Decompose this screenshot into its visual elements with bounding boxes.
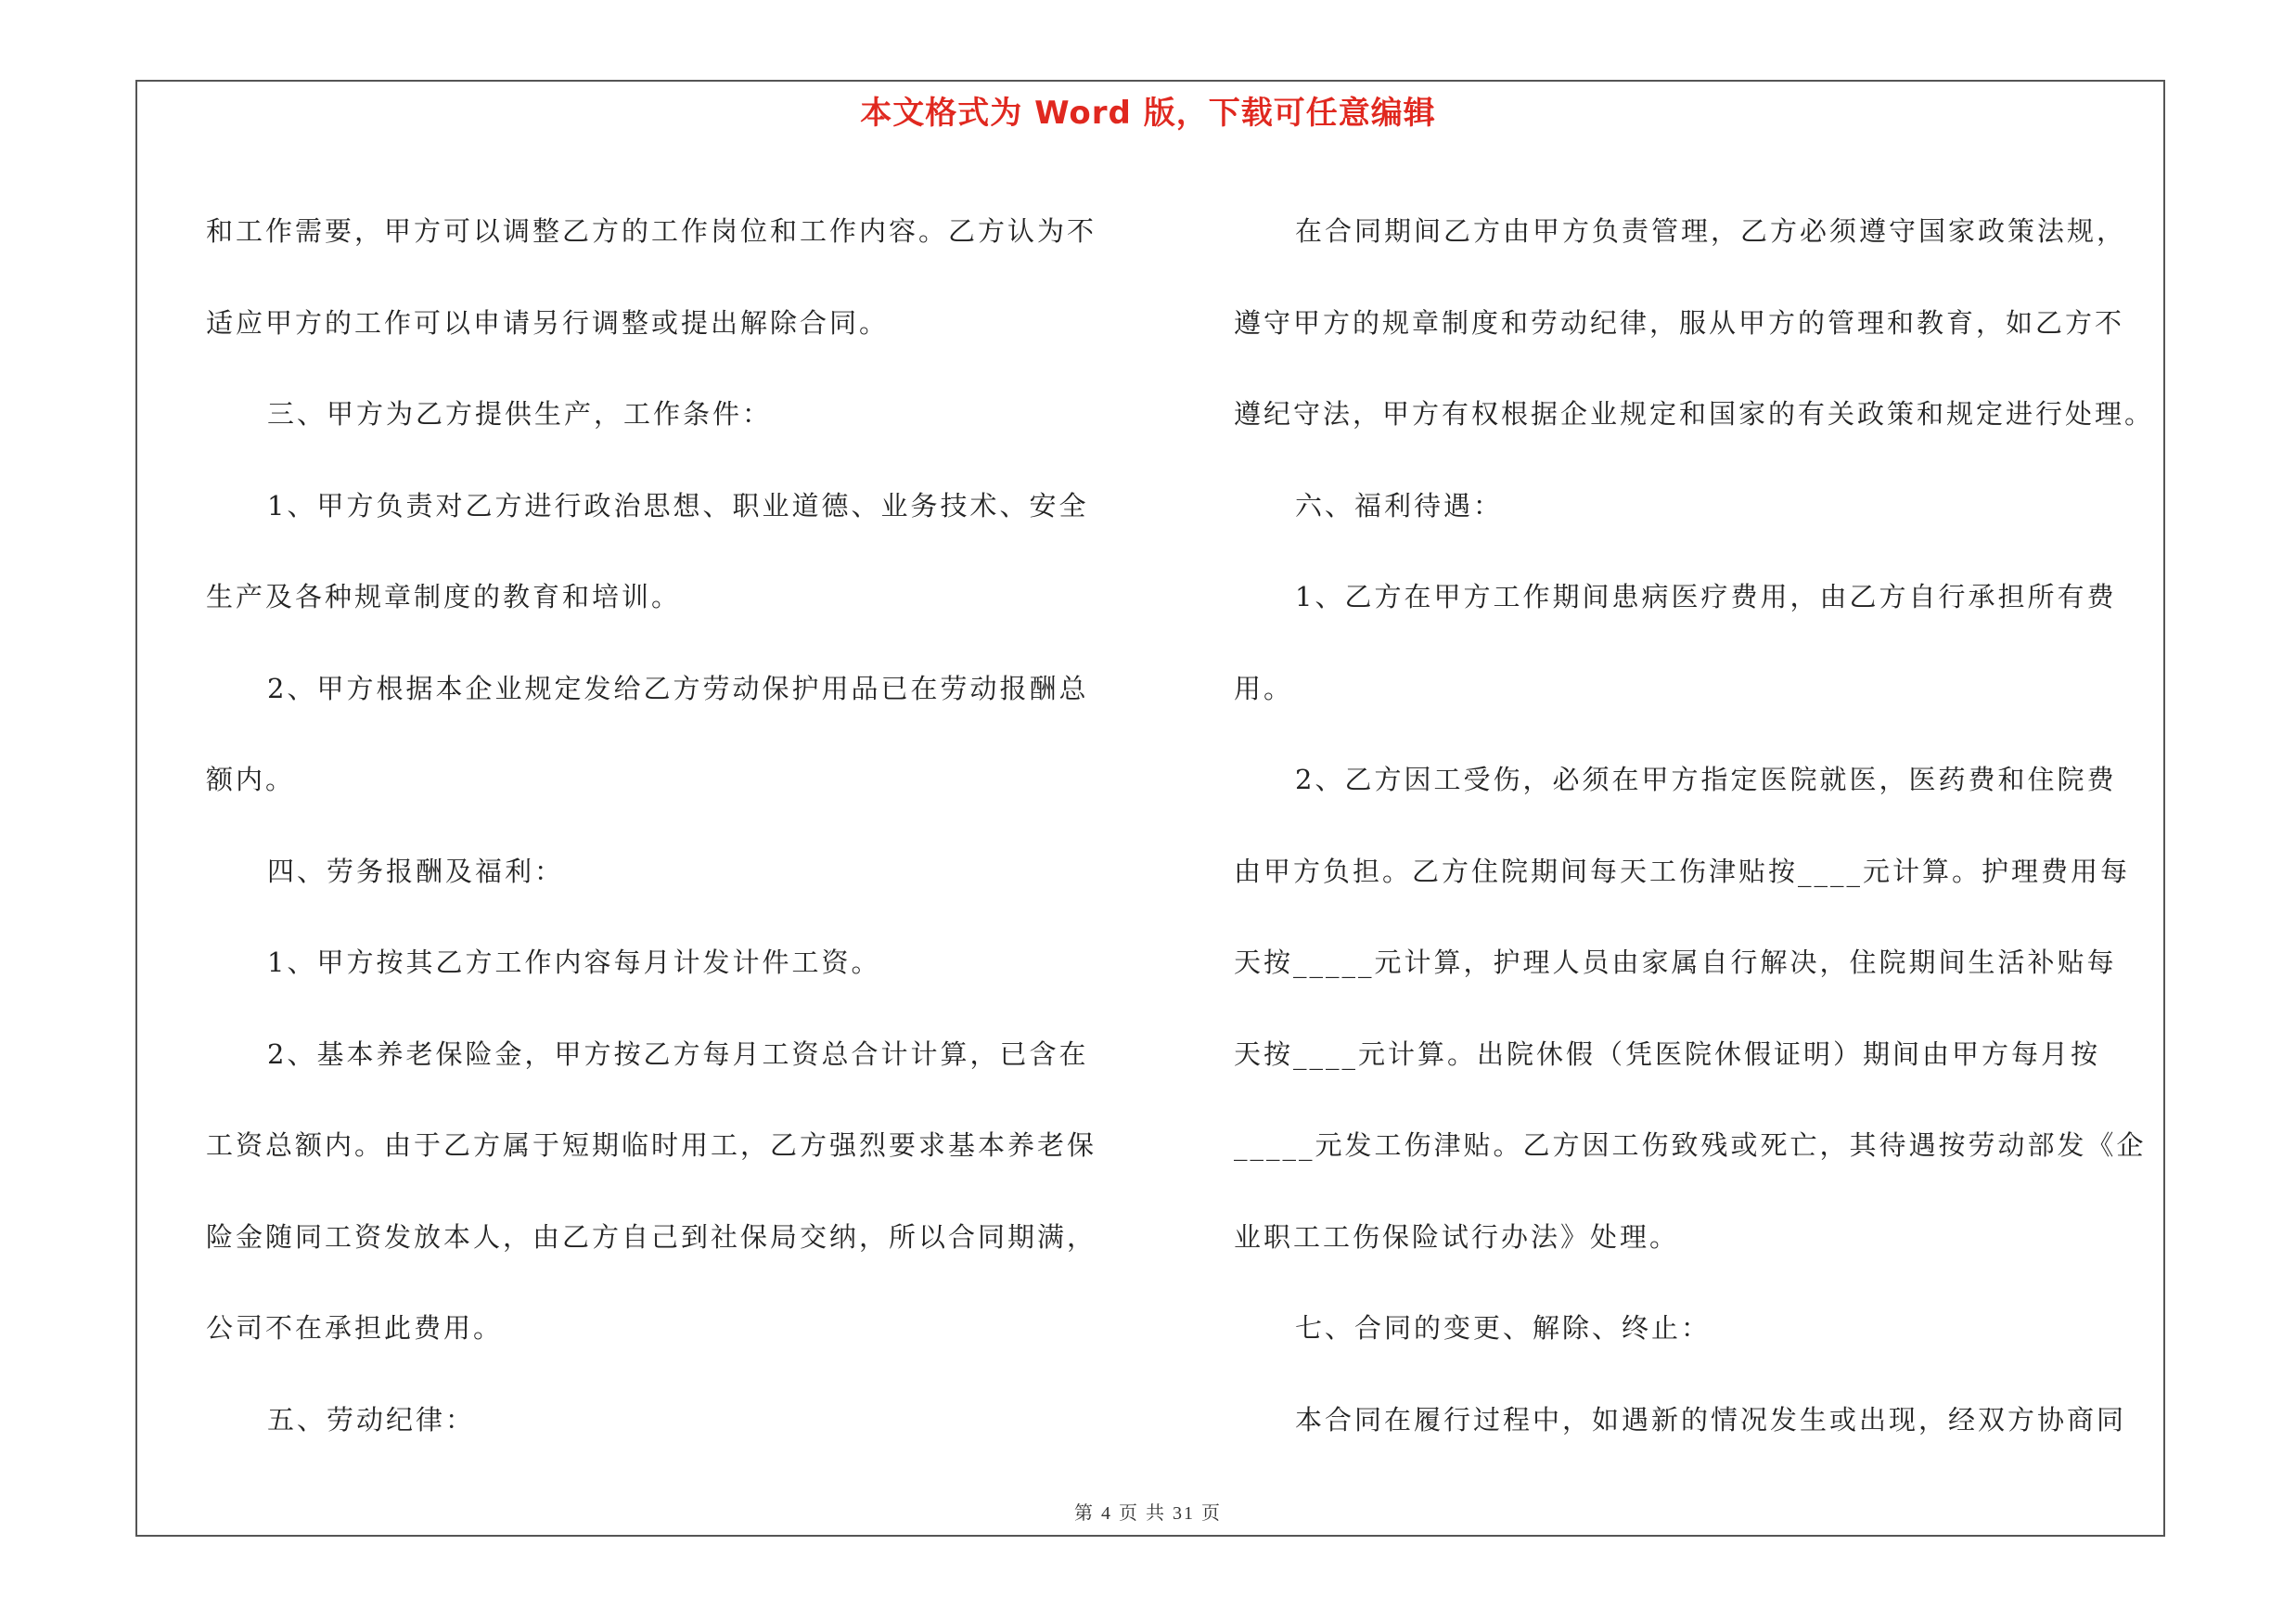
text-line: _____元发工伤津贴。乙方因工伤致残或死亡，其待遇按劳动部发《企 [1234, 1129, 2147, 1161]
right-text-column [1234, 186, 2189, 1465]
text-line: 三、甲方为乙方提供生产，工作条件： [267, 398, 773, 430]
text-line: 和工作需要，甲方可以调整乙方的工作岗位和工作内容。乙方认为不 [206, 215, 1097, 247]
text-line: 2、甲方根据本企业规定发给乙方劳动保护用品已在劳动报酬总 [267, 672, 1089, 704]
text-line: 在合同期间乙方由甲方负责管理，乙方必须遵守国家政策法规， [1295, 215, 2127, 247]
word-format-banner: 本文格式为 Word 版，下载可任意编辑 [860, 95, 1436, 132]
text-line: 天按_____元计算，护理人员由家属自行解决，住院期间生活补贴每 [1234, 947, 2117, 978]
text-line: 由甲方负担。乙方住院期间每天工伤津贴按____元计算。护理费用每 [1234, 855, 2131, 887]
page-number-footer: 第 4 页 共 31 页 [1074, 1503, 1222, 1524]
text-line: 七、合同的变更、解除、终止： [1295, 1312, 1712, 1344]
text-line: 适应甲方的工作可以申请另行调整或提出解除合同。 [206, 306, 890, 339]
text-line: 额内。 [206, 764, 296, 795]
text-line: 五、劳动纪律： [267, 1403, 476, 1436]
text-line: 险金随同工资发放本人，由乙方自己到社保局交纳，所以合同期满， [206, 1220, 1097, 1253]
text-line: 天按____元计算。出院休假（凭医院休假证明）期间由甲方每月按 [1234, 1037, 2101, 1070]
left-text-column [206, 186, 1152, 1465]
text-line: 工资总额内。由于乙方属于短期临时用工，乙方强烈要求基本养老保 [206, 1129, 1097, 1161]
text-line: 用。 [1234, 672, 1294, 704]
text-line: 四、劳务报酬及福利： [267, 855, 565, 887]
text-line: 2、基本养老保险金，甲方按乙方每月工资总合计计算，已含在 [267, 1037, 1089, 1070]
text-line: 1、甲方按其乙方工作内容每月计发计件工资。 [267, 947, 881, 978]
text-line: 公司不在承担此费用。 [206, 1312, 504, 1344]
text-line: 本合同在履行过程中，如遇新的情况发生或出现，经双方协商同 [1295, 1403, 2127, 1436]
text-line: 1、甲方负责对乙方进行政治思想、职业道德、业务技术、安全 [267, 489, 1089, 522]
text-line: 遵守甲方的规章制度和劳动纪律，服从甲方的管理和教育，如乙方不 [1234, 306, 2125, 339]
text-line: 业职工工伤保险试行办法》处理。 [1234, 1220, 1680, 1253]
text-line: 遵纪守法，甲方有权根据企业规定和国家的有关政策和规定进行处理。 [1234, 398, 2155, 430]
text-line: 生产及各种规章制度的教育和培训。 [206, 581, 682, 612]
text-line: 六、福利待遇： [1295, 489, 1504, 522]
text-line: 1、乙方在甲方工作期间患病医疗费用，由乙方自行承担所有费 [1295, 581, 2117, 612]
text-line: 2、乙方因工受伤，必须在甲方指定医院就医，医药费和住院费 [1295, 764, 2117, 795]
